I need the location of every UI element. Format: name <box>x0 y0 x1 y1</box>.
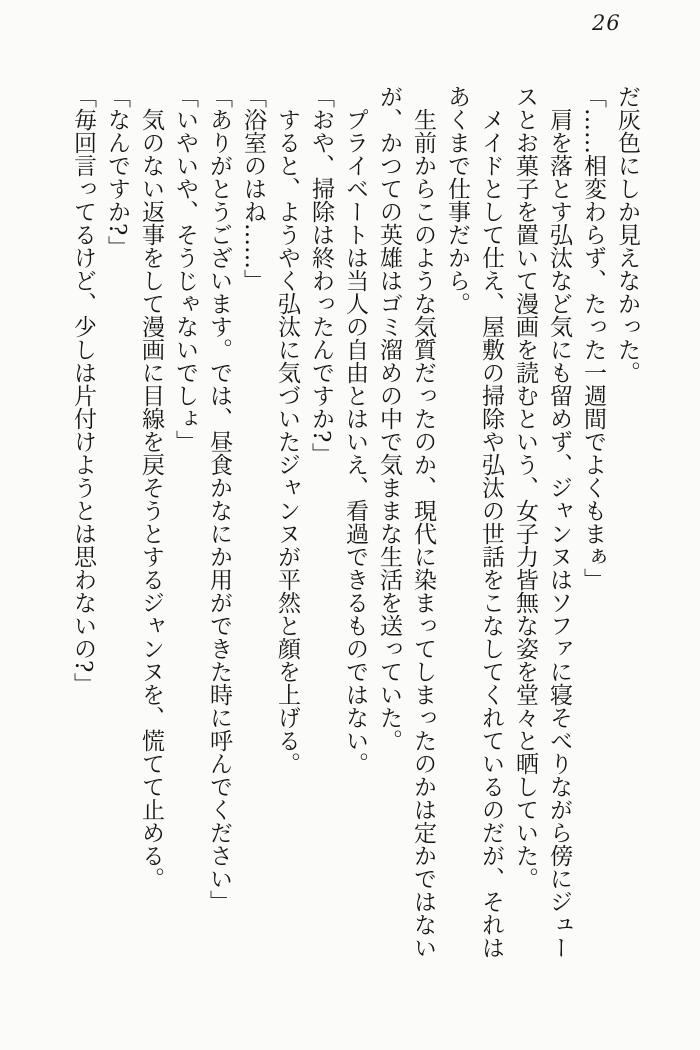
text-line: あくまで仕事だから。 <box>444 85 470 315</box>
text-line: 「なんですか?」 <box>104 85 130 259</box>
text-line: メイドとして仕え、屋敷の掃除や弘汰の世話をこなしてくれているのだが、それは <box>478 108 504 959</box>
text-line: プライベートは当人の自由とはいえ、看過できるものではない。 <box>342 108 368 775</box>
page-number: 26 <box>592 11 621 35</box>
text-line: 肩を落とす弘汰など気にも留めず、ジャンヌはソファに寝そべりながら傍にジュー <box>546 108 572 959</box>
text-line: スとお菓子を置いて漫画を読むという、女子力皆無な姿を堂々と晒していた。 <box>512 85 538 890</box>
page-text <box>66 85 644 980</box>
text-line: 気のない返事をして漫画に目線を戻そうとするジャンヌを、慌てて止める。 <box>138 108 164 890</box>
text-line: 「ありがとうございます。では、昼食かなにか用ができた時に呼んでください」 <box>206 85 232 913</box>
text-line: 「浴室のはね……」 <box>240 85 266 292</box>
text-line: 「……相変わらず、たった一週間でよくもまぁ」 <box>580 85 606 591</box>
text-line: 「おや、掃除は終わったんですか?」 <box>308 85 334 466</box>
text-line: だ灰色にしか見えなかった。 <box>614 85 640 384</box>
text-line: 「いやいや、そうじゃないでしょ」 <box>172 85 198 453</box>
text-line: 「毎回言ってるけど、少しは片付けようとは思わないの?」 <box>70 85 96 696</box>
text-line: が、かつての英雄はゴミ溜めの中で気ままな生活を送っていた。 <box>376 85 402 752</box>
text-line: すると、ようやく弘汰に気づいたジャンヌが平然と顔を上げる。 <box>274 108 300 775</box>
text-line: 生前からこのような気質だったのか、現代に染まってしまったのかは定かではない <box>410 108 436 959</box>
